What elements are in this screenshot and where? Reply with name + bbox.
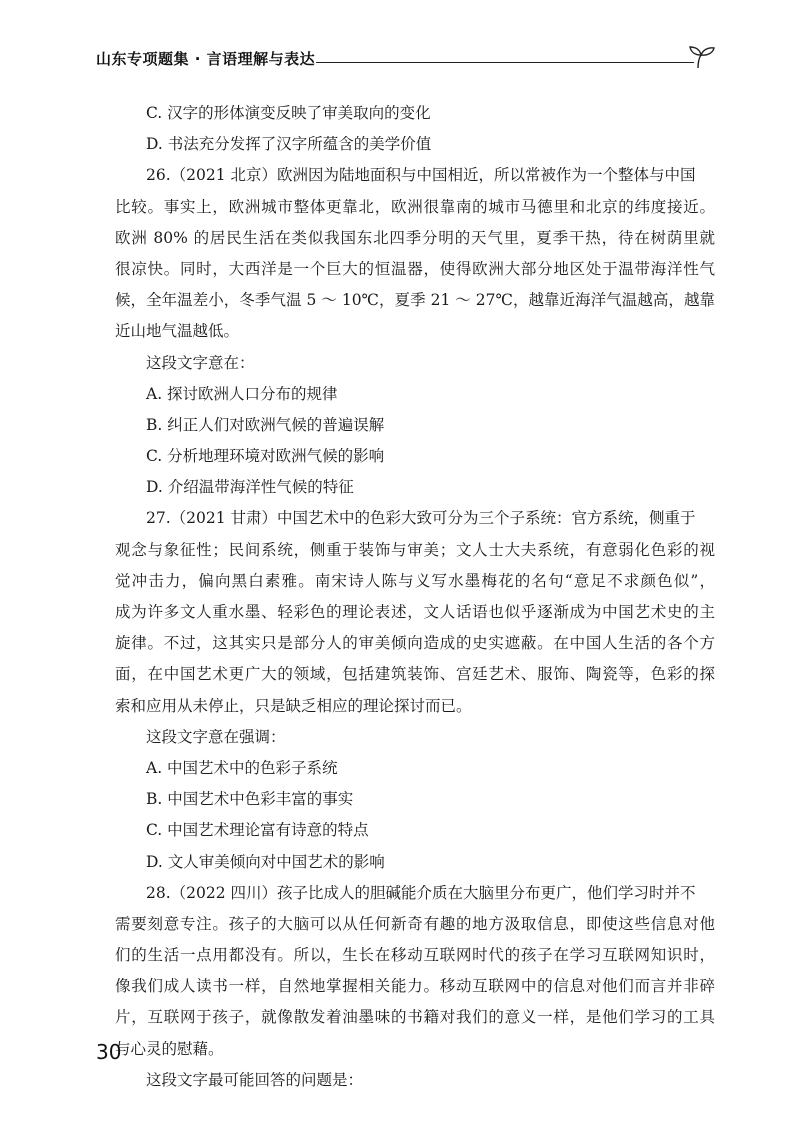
- header-title: 山东专项题集 · 言语理解与表达: [96, 50, 316, 68]
- question-stem-line: 近山地气温越低。: [115, 322, 240, 341]
- running-header: [96, 44, 716, 74]
- question-prompt: 这段文字意在强调：: [146, 727, 286, 746]
- question-stem-line: 旋律。不过，这其实只是部分人的审美倾向造成的史实遮蔽。在中国人生活的各个方: [115, 634, 715, 653]
- question-stem-line: 成为许多文人重水墨、轻彩色的理论表述，文人话语也似乎逐渐成为中国艺术史的主: [115, 603, 715, 621]
- question-stem-line: 片，互联网于孩子，就像散发着油墨味的书籍对我们的意义一样，是他们学习的工具: [115, 1008, 715, 1027]
- answer-option: A. 探讨欧洲人口分布的规律: [146, 384, 338, 403]
- page-number: 30: [96, 1040, 122, 1064]
- answer-option: D. 书法充分发挥了汉字所蕴含的美学价值: [146, 135, 432, 154]
- answer-option: B. 纠正人们对欧洲气候的普遍误解: [146, 415, 385, 434]
- answer-option: D. 文人审美倾向对中国艺术的影响: [146, 852, 385, 871]
- question-stem-line: 观念与象征性；民间系统，侧重于装饰与审美；文人士大夫系统，有意弱化色彩的视: [115, 540, 715, 559]
- answer-option: D. 介绍温带海洋性气候的特征: [146, 478, 354, 497]
- page-content: [115, 98, 715, 1096]
- answer-option: C. 分析地理环境对欧洲气候的影响: [146, 447, 385, 466]
- question-stem-line: 觉冲击力，偏向黑白素雅。南宋诗人陈与义写水墨梅花的名句“意足不求颜色似”，: [115, 571, 715, 590]
- header-rule: [316, 62, 694, 63]
- answer-option: A. 中国艺术中的色彩子系统: [146, 758, 338, 777]
- question-stem-line: 需要刻意专注。孩子的大脑可以从任何新奇有趣的地方汲取信息，即使这些信息对他: [115, 914, 715, 933]
- question-stem-line: 比较。事实上，欧洲城市整体更靠北，欧洲很靠南的城市马德里和北京的纬度接近。: [115, 197, 715, 216]
- question-stem-line: 26.（2021 北京）欧洲因为陆地面积与中国相近，所以常被作为一个整体与中国: [146, 166, 696, 185]
- question-stem-line: 们的生活一点用都没有。所以，生长在移动互联网时代的孩子在学习互联网知识时，: [115, 946, 715, 965]
- question-prompt: 这段文字意在：: [146, 353, 255, 372]
- answer-option: C. 汉字的形体演变反映了审美取向的变化: [146, 104, 431, 122]
- question-stem-line: 候，全年温差小，冬季气温 5 ～ 10℃，夏季 21 ～ 27℃，越靠近海洋气温越高，越靠: [115, 291, 715, 310]
- question-prompt: 这段文字最可能回答的问题是：: [146, 1070, 364, 1089]
- question-stem-line: 像我们成人读书一样，自然地掌握相关能力。移动互联网中的信息对他们而言并非碎: [115, 977, 715, 996]
- question-stem-line: 28.（2022 四川）孩子比成人的胆碱能介质在大脑里分布更广，他们学习时并不: [146, 883, 696, 902]
- question-stem-line: 27.（2021 甘肃）中国艺术中的色彩大致可分为三个子系统：官方系统，侧重于: [146, 509, 696, 528]
- question-stem-line: 很凉快。同时，大西洋是一个巨大的恒温器，使得欧洲大部分地区处于温带海洋性气: [115, 259, 715, 278]
- answer-option: C. 中国艺术理论富有诗意的特点: [146, 821, 369, 840]
- question-stem-line: 面，在中国艺术更广大的领域，包括建筑装饰、宫廷艺术、服饰、陶瓷等，色彩的探: [115, 665, 715, 684]
- question-stem-line: 索和应用从未停止，只是缺乏相应的理论探讨而已。: [115, 696, 472, 715]
- question-stem-line: 欧洲 80% 的居民生活在类似我国东北四季分明的天气里，夏季干热，待在树荫里就: [115, 228, 715, 247]
- sprout-icon: [686, 44, 716, 70]
- question-stem-line: 与心灵的慰藉。: [115, 1039, 224, 1058]
- answer-option: B. 中国艺术中色彩丰富的事实: [146, 790, 354, 809]
